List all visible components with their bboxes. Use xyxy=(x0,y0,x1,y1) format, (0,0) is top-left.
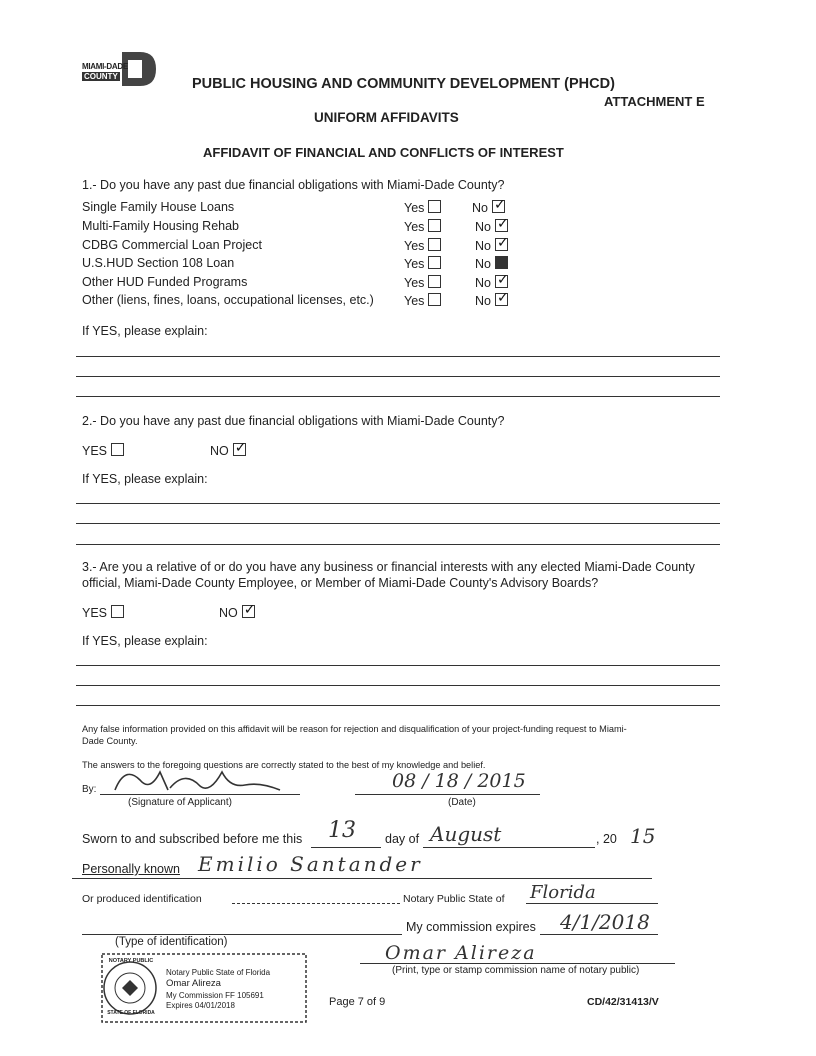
q1-item-label: CDBG Commercial Loan Project xyxy=(82,238,262,252)
disclaimer-line1: Any false information provided on this affidavit will be reason for rejection and disqualification of your project-funding request to Miami- xyxy=(82,724,627,734)
yes-checkbox[interactable] xyxy=(111,605,124,618)
subtitle: UNIFORM AFFIDAVITS xyxy=(314,110,459,125)
date-caption: (Date) xyxy=(448,797,476,808)
date-line[interactable] xyxy=(355,794,540,795)
stamp-ring-top: NOTARY PUBLIC xyxy=(108,958,154,964)
page-number: Page 7 of 9 xyxy=(329,996,386,1008)
yes-label: Yes xyxy=(404,201,425,215)
q1-item xyxy=(82,238,522,252)
no-label: NO xyxy=(219,606,238,620)
yes-label: Yes xyxy=(404,276,425,290)
notary-state-line xyxy=(526,903,658,904)
yes-checkbox[interactable] xyxy=(428,238,441,251)
yes-checkbox[interactable] xyxy=(428,293,441,306)
q1-item-label: Other (liens, fines, loans, occupational licenses, etc.) xyxy=(82,293,374,307)
sworn-month-line xyxy=(423,847,595,848)
no-checkbox[interactable] xyxy=(495,219,508,232)
id-type-line[interactable] xyxy=(82,934,402,935)
commission-value[interactable]: 4/1/2018 xyxy=(560,910,650,934)
logo-line1: MIAMI-DADE xyxy=(82,62,128,71)
stamp-line3: My Commission FF 105691 xyxy=(166,991,264,1000)
type-id-caption: (Type of identification) xyxy=(115,936,228,948)
county-logo xyxy=(82,50,158,88)
q3-explain-line[interactable] xyxy=(76,665,720,666)
sworn-month[interactable]: August xyxy=(430,822,502,846)
no-checkbox[interactable] xyxy=(233,443,246,456)
section-title: AFFIDAVIT OF FINANCIAL AND CONFLICTS OF INTEREST xyxy=(203,145,564,160)
q2-question: 2.- Do you have any past due financial obligations with Miami-Dade County? xyxy=(82,414,505,428)
applicant-signature xyxy=(110,760,290,800)
yes-checkbox[interactable] xyxy=(428,256,441,269)
q1-explain-line[interactable] xyxy=(76,376,720,377)
commission-line xyxy=(540,934,658,935)
q1-explain-line[interactable] xyxy=(76,356,720,357)
q1-item-label: Other HUD Funded Programs xyxy=(82,275,248,289)
q3-no xyxy=(219,605,255,620)
no-checkbox[interactable] xyxy=(495,238,508,251)
personally-known-value[interactable]: Emilio Santander xyxy=(198,852,423,876)
q2-explain-label: If YES, please explain: xyxy=(82,472,208,486)
page-title: PUBLIC HOUSING AND COMMUNITY DEVELOPMENT (PHCD) xyxy=(192,76,615,92)
no-label: No xyxy=(475,257,491,271)
yes-checkbox[interactable] xyxy=(428,219,441,232)
yes-label: Yes xyxy=(404,220,425,234)
q1-explain-label: If YES, please explain: xyxy=(82,324,208,338)
q2-explain-line[interactable] xyxy=(76,544,720,545)
notary-state-value[interactable]: Florida xyxy=(530,882,596,903)
sworn-label: Sworn to and subscribed before me this xyxy=(82,832,303,846)
q2-yes xyxy=(82,443,124,458)
document-code: CD/42/31413/V xyxy=(587,996,659,1008)
q1-item-label: Multi-Family Housing Rehab xyxy=(82,219,240,233)
no-label: No xyxy=(472,201,488,215)
no-checkbox[interactable] xyxy=(495,293,508,306)
no-checkbox[interactable] xyxy=(495,275,508,288)
q1-item-label: Single Family House Loans xyxy=(82,200,235,214)
q1-item xyxy=(82,200,522,214)
q1-item-label: U.S.HUD Section 108 Loan xyxy=(82,256,235,270)
q3-question-line1: 3.- Are you a relative of or do you have any business or financial interests with any elected Miami-Dade County xyxy=(82,560,695,574)
q1-item xyxy=(82,219,522,233)
yes-label: Yes xyxy=(404,239,425,253)
q1-question: 1.- Do you have any past due financial obligations with Miami-Dade County? xyxy=(82,178,505,192)
yes-checkbox[interactable] xyxy=(111,443,124,456)
q2-explain-line[interactable] xyxy=(76,523,720,524)
sworn-year[interactable]: 15 xyxy=(630,824,656,848)
q1-item xyxy=(82,293,522,307)
disclaimer-line2: Dade County. xyxy=(82,736,138,746)
stamp-line4: Expires 04/01/2018 xyxy=(166,1001,235,1010)
sworn-day[interactable]: 13 xyxy=(328,818,356,843)
no-label: No xyxy=(475,220,491,234)
signed-date[interactable]: 08 / 18 / 2015 xyxy=(392,770,526,792)
day-of-label: day of xyxy=(385,832,420,846)
stamp-line1: Notary Public State of Florida xyxy=(166,968,271,977)
yes-checkbox[interactable] xyxy=(428,275,441,288)
year-prefix: , 20 xyxy=(596,832,617,846)
notary-stamp xyxy=(100,952,308,1024)
no-checkbox[interactable] xyxy=(242,605,255,618)
no-label: NO xyxy=(210,444,229,458)
q1-item xyxy=(82,256,522,270)
notary-state-label: Notary Public State of xyxy=(403,893,505,905)
personally-known-label: Personally known xyxy=(82,862,180,876)
personally-known-line xyxy=(72,878,652,879)
q3-explain-label: If YES, please explain: xyxy=(82,634,208,648)
no-label: No xyxy=(475,276,491,290)
sworn-day-line xyxy=(311,847,381,848)
produced-id-label: Or produced identification xyxy=(82,893,202,905)
q2-no xyxy=(210,443,246,458)
no-label: No xyxy=(475,294,491,308)
stamp-line2: Omar Alireza xyxy=(166,978,221,989)
notary-name-value[interactable]: Omar Alireza xyxy=(385,942,537,964)
attest-statement: The answers to the foregoing questions are correctly stated to the best of my knowledge and belief. xyxy=(82,760,486,770)
q1-item xyxy=(82,275,522,289)
yes-label: YES xyxy=(82,606,108,620)
yes-label: YES xyxy=(82,444,108,458)
no-label: No xyxy=(475,239,491,253)
q1-explain-line[interactable] xyxy=(76,396,720,397)
q3-yes xyxy=(82,605,124,620)
yes-label: Yes xyxy=(404,294,425,308)
notary-name-line xyxy=(360,963,675,964)
commission-label: My commission expires xyxy=(406,920,536,934)
no-checkbox[interactable] xyxy=(492,200,505,213)
notary-name-caption: (Print, type or stamp commission name of notary public) xyxy=(392,965,640,976)
signature-caption: (Signature of Applicant) xyxy=(128,797,232,808)
q2-explain-line[interactable] xyxy=(76,503,720,504)
produced-id-line[interactable] xyxy=(232,903,400,904)
logo-line2: COUNTY xyxy=(84,72,118,81)
attachment-label: ATTACHMENT E xyxy=(604,94,705,109)
no-checkbox[interactable] xyxy=(495,256,508,269)
stamp-ring-bottom: STATE OF FLORIDA xyxy=(107,1010,155,1016)
yes-label: Yes xyxy=(404,257,425,271)
q3-explain-line[interactable] xyxy=(76,685,720,686)
by-label: By: xyxy=(82,784,97,795)
q3-question-line2: official, Miami-Dade County Employee, or Member of Miami-Dade County's Advisory Boards? xyxy=(82,576,599,590)
q3-explain-line[interactable] xyxy=(76,705,720,706)
yes-checkbox[interactable] xyxy=(428,200,441,213)
